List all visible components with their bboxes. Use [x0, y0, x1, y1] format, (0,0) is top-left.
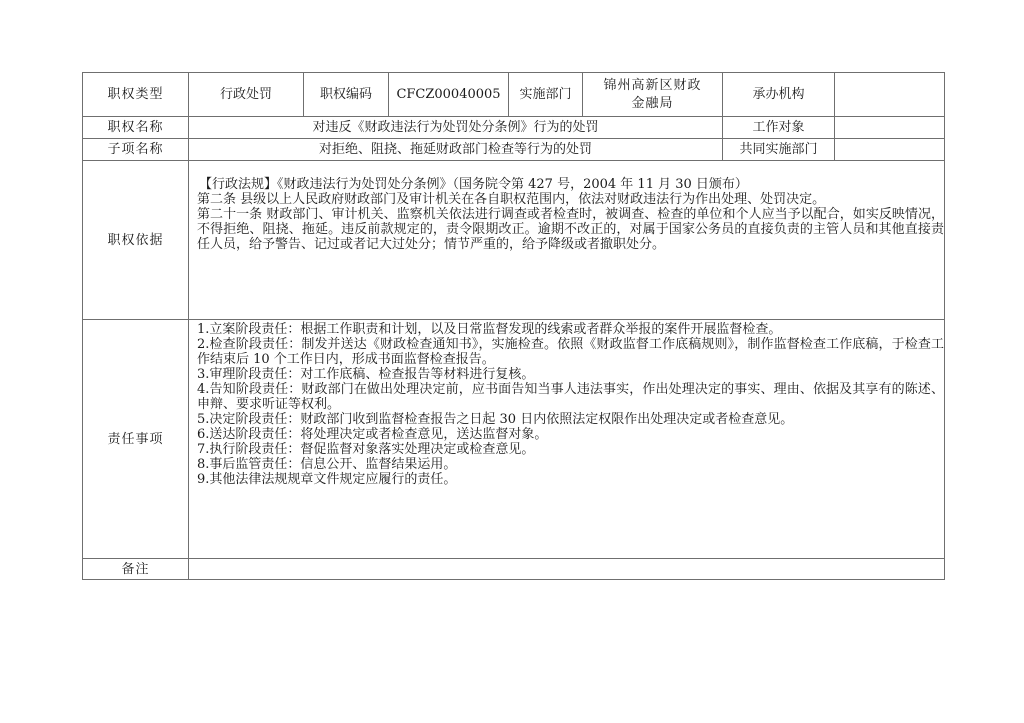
sub-label: 子项名称 — [83, 139, 189, 161]
dept-value: 锦州高新区财政金融局 — [583, 73, 723, 117]
row-power-type — [83, 73, 945, 117]
duties-content — [189, 320, 945, 559]
row-sub-item — [83, 139, 945, 161]
remarks-value — [189, 559, 945, 580]
basis-label: 职权依据 — [83, 161, 189, 320]
duty-item: 8.事后监管责任：信息公开、监督结果运用。 — [197, 457, 457, 472]
row-basis — [83, 161, 945, 320]
duty-item: 1.立案阶段责任：根据工作职责和计划，以及日常监督发现的线索或者群众举报的案件开展监督检查。 — [197, 322, 782, 337]
row-duties — [83, 320, 945, 559]
object-value — [835, 117, 945, 139]
object-label: 工作对象 — [723, 117, 835, 139]
duty-item: 9.其他法律法规规章文件规定应履行的责任。 — [197, 472, 457, 487]
type-value: 行政处罚 — [189, 73, 304, 117]
duties-label: 责任事项 — [83, 320, 189, 559]
name-label: 职权名称 — [83, 117, 189, 139]
dept-label: 实施部门 — [509, 73, 583, 117]
code-label: 职权编码 — [304, 73, 389, 117]
code-value: CFCZ00040005 — [389, 73, 509, 117]
name-value: 对违反《财政违法行为处罚处分条例》行为的处罚 — [189, 117, 723, 139]
remarks-label: 备注 — [83, 559, 189, 580]
duty-item: 4.告知阶段责任：财政部门在做出处理决定前，应书面告知当事人违法事实，作出处理决定的事实、理由、依据及其享有的陈述、申辩、要求听证等权利。 — [197, 382, 944, 412]
joint-label: 共同实施部门 — [723, 139, 835, 161]
basis-line-article-21: 第二十一条 财政部门、审计机关、监察机关依法进行调查或者检查时，被调查、检查的单位和个人应当予以配合，如实反映情况，不得拒绝、阻挠、拖延。违反前款规定的，责令限期改正。逾期不改正的，对属于国家公务员的直接负责的主管人员和其他直接责任人员，给予警告、记过或者记大过处分；情节严重的，给予降级或者撤职处分。 — [197, 207, 944, 252]
duty-item: 7.执行阶段责任：督促监督对象落实处理决定或检查意见。 — [197, 442, 535, 457]
power-list-table — [82, 72, 945, 580]
agency-value — [835, 73, 945, 117]
joint-value — [835, 139, 945, 161]
duty-item: 2.检查阶段责任：制发并送达《财政检查通知书》，实施检查。依照《财政监督工作底稿规则》，制作监督检查工作底稿，于检查工作结束后 10 个工作日内，形成书面监督检查报告。 — [197, 337, 944, 367]
row-remarks — [83, 559, 945, 580]
agency-label: 承办机构 — [723, 73, 835, 117]
basis-line-article-2: 第二条 县级以上人民政府财政部门及审计机关在各自职权范围内，依法对财政违法行为作出处理、处罚决定。 — [197, 192, 826, 207]
duty-item: 5.决定阶段责任：财政部门收到监督检查报告之日起 30 日内依照法定权限作出处理决定或者检查意见。 — [197, 412, 794, 427]
basis-line-regulation: 【行政法规】《财政违法行为处罚处分条例》（国务院令第 427 号，2004 年 11 月 30 日颁布） — [199, 177, 748, 192]
row-power-name — [83, 117, 945, 139]
sub-value: 对拒绝、阻挠、拖延财政部门检查等行为的处罚 — [189, 139, 723, 161]
type-label: 职权类型 — [83, 73, 189, 117]
duty-item: 3.审理阶段责任：对工作底稿、检查报告等材料进行复核。 — [197, 367, 535, 382]
duty-item: 6.送达阶段责任：将处理决定或者检查意见，送达监督对象。 — [197, 427, 548, 442]
basis-content — [189, 161, 945, 320]
